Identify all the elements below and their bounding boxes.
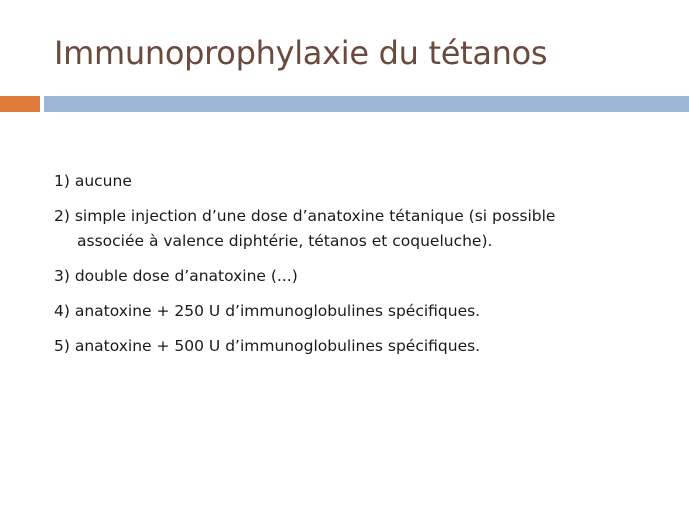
slide-title: Immunoprophylaxie du tétanos — [54, 34, 548, 72]
list-item-text: 3) double dose d’anatoxine (...) — [54, 267, 298, 285]
list-item — [54, 204, 674, 254]
list-item-text: 1) aucune — [54, 172, 132, 190]
list-item-text: 2) simple injection d’une dose d’anatoxine tétanique (si possible — [54, 207, 556, 225]
title-accent-bar — [0, 96, 40, 112]
list-item — [54, 299, 674, 324]
list-item-continuation: associée à valence diphtérie, tétanos et coqueluche). — [77, 232, 493, 250]
list-item-text: 5) anatoxine + 500 U d’immunoglobulines spécifiques. — [54, 337, 481, 355]
protocol-list — [54, 169, 674, 369]
title-divider-bar — [44, 96, 689, 112]
list-item — [54, 334, 674, 359]
list-item-text: 4) anatoxine + 250 U d’immunoglobulines spécifiques. — [54, 302, 481, 320]
list-item — [54, 169, 674, 194]
list-item — [54, 264, 674, 289]
